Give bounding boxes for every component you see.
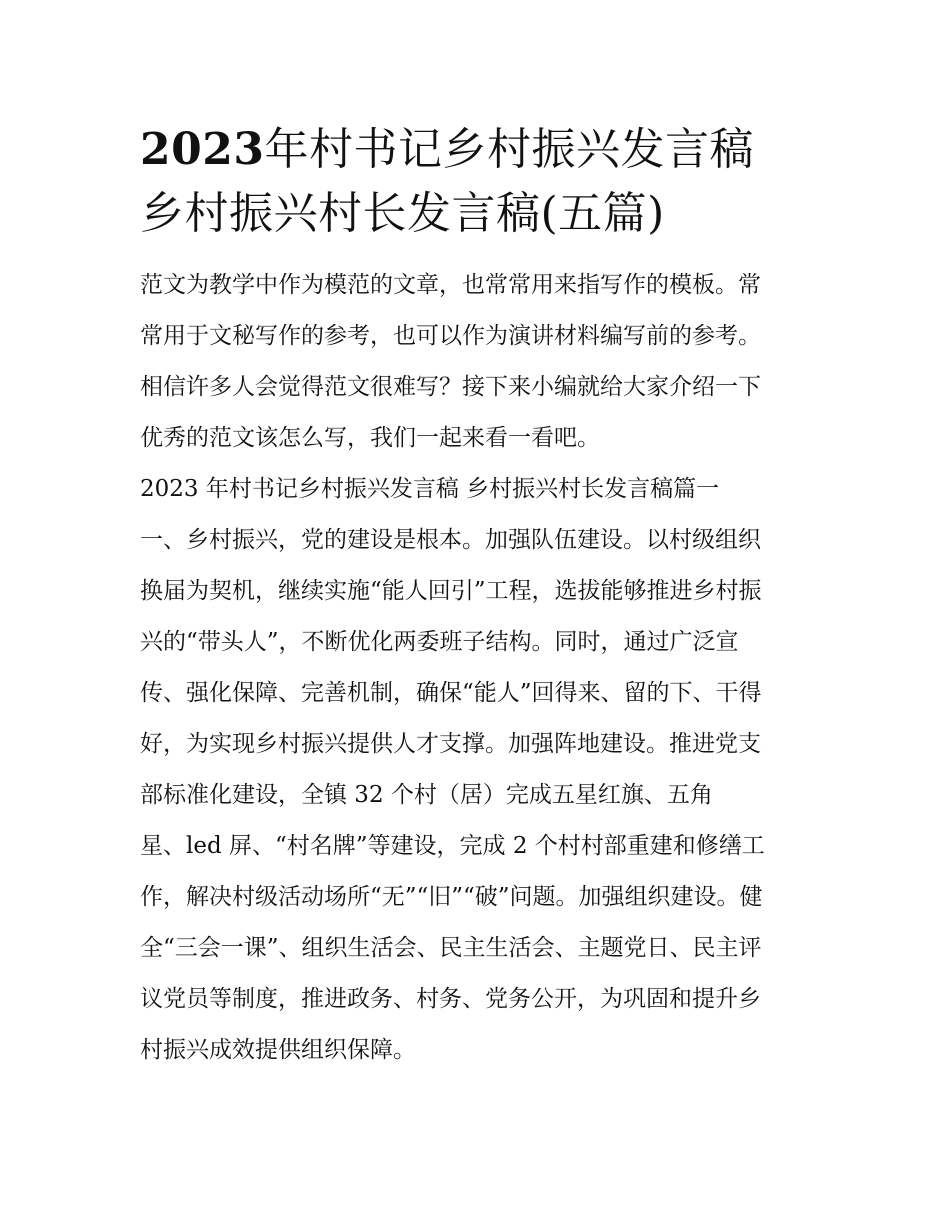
title-line-1: [140, 118, 812, 182]
section-line: 换届为契机，继续实施“能人回引”工程，选拔能够推进乡村振: [140, 578, 762, 604]
section-heading: [140, 464, 812, 515]
section-line: 村振兴成效提供组织保障。: [140, 1037, 416, 1063]
section-line: 一、乡村振兴，党的建设是根本。加强队伍建设。以村级组织: [140, 527, 761, 553]
intro-line: 相信许多人会觉得范文很难写？接下来小编就给大家介绍一下: [140, 374, 761, 400]
intro-line: 常用于文秘写作的参考，也可以作为演讲材料编写前的参考。: [140, 323, 761, 349]
section-line: 部标准化建设，全镇 32 个村（居）完成五星红旗、五角: [140, 782, 713, 808]
section-line: 作，解决村级活动场所“无”“旧”“破”问题。加强组织建设。健: [140, 884, 763, 910]
section-line: 星、led 屏、“村名牌”等建设，完成 2 个村村部重建和修缮工: [140, 833, 765, 859]
section-line: 传、强化保障、完善机制，确保“能人”回得来、留的下、干得: [140, 680, 762, 706]
section-paragraph: [140, 515, 812, 1076]
title-line-2: 乡村振兴村长发言稿(五篇): [140, 188, 665, 239]
section-line: 兴的“带头人”，不断优化两委班子结构。同时，通过广泛宣: [140, 629, 739, 655]
intro-line: 范文为教学中作为模范的文章，也常常用来指写作的模板。常: [140, 272, 761, 298]
section-line: 议党员等制度，推进政务、村务、党务公开，为巩固和提升乡: [140, 986, 761, 1012]
intro-paragraph: [140, 260, 812, 464]
section-line: 好，为实现乡村振兴提供人才支撑。加强阵地建设。推进党支: [140, 731, 761, 757]
section-heading-text: 2023 年村书记乡村振兴发言稿 乡村振兴村长发言稿篇一: [140, 476, 720, 502]
intro-line: 优秀的范文该怎么写，我们一起来看一看吧。: [140, 425, 600, 451]
document-page: [140, 118, 812, 1076]
title-year: 2023: [140, 124, 265, 175]
section-line: 全“三会一课”、组织生活会、民主生活会、主题党日、民主评: [140, 935, 762, 961]
document-body: [140, 260, 812, 1076]
title-line-1-text: 年村书记乡村振兴发言稿: [264, 124, 754, 175]
document-title: [140, 118, 812, 246]
